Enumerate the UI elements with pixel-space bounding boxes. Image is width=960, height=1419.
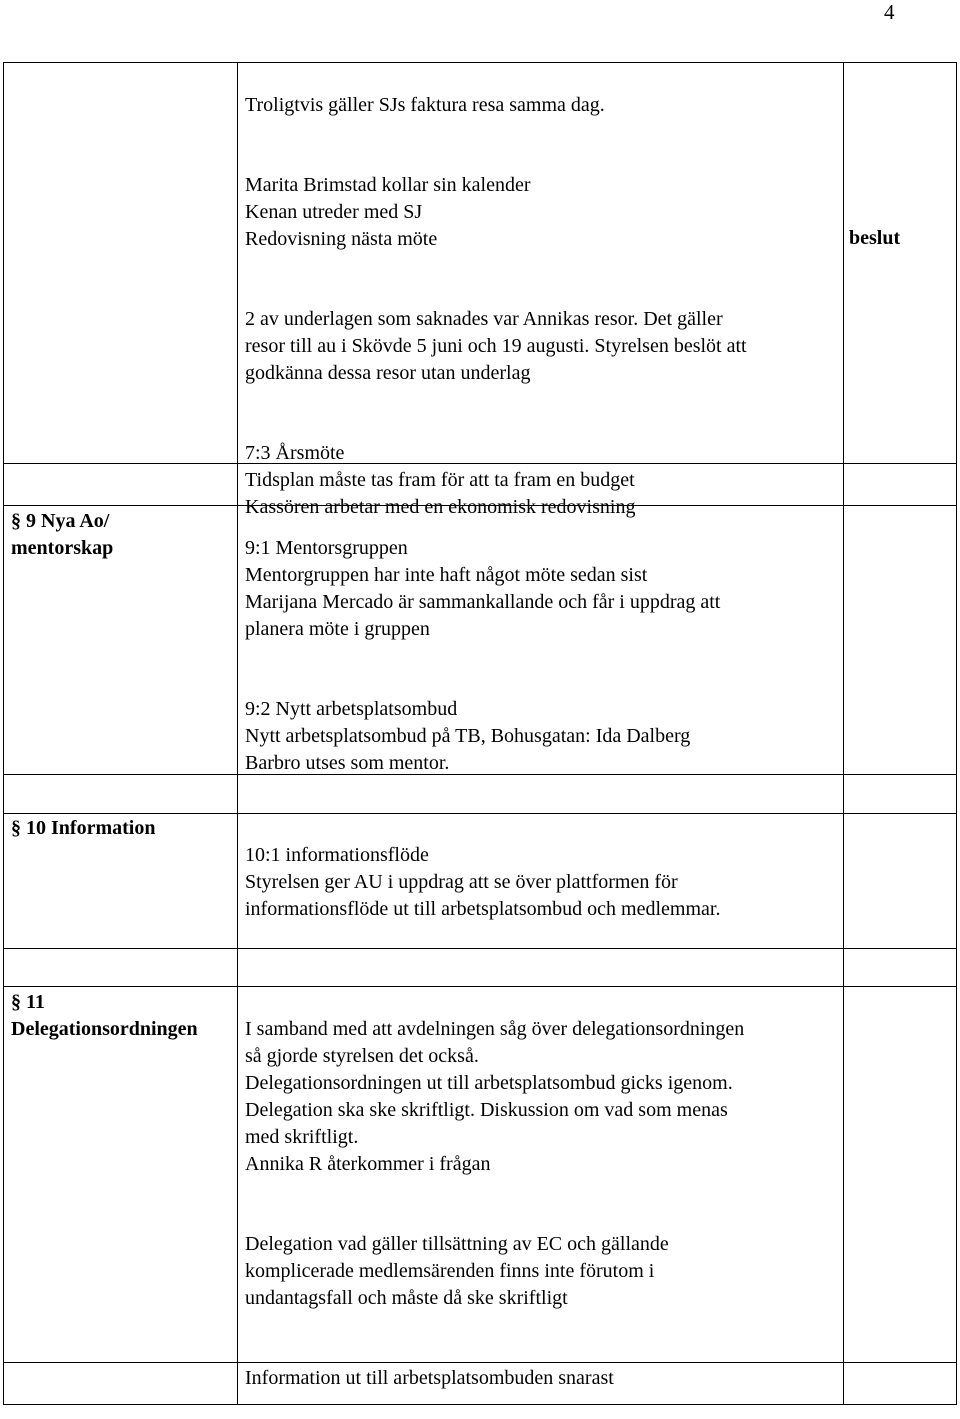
paragraph: Delegation vad gäller tillsättning av EC och gällande komplicerade medlemsärenden finns inte förutom i undantagsfall och måste då ske skriftligt (245, 1233, 669, 1309)
row-content (245, 989, 845, 1419)
row-heading: § 9 Nya Ao/ mentorskap (11, 510, 114, 559)
paragraph: Marita Brimstad kollar sin kalender Kenan utreder med SJ Redovisning nästa möte (245, 174, 531, 250)
row-heading: § 10 Information (11, 817, 156, 839)
row-content (245, 815, 843, 950)
paragraph: 9:2 Nytt arbetsplatsombud Nytt arbetsplatsombud på TB, Bohusgatan: Ida Dalberg Barbro utses som mentor. (245, 698, 691, 774)
decision-note: beslut (849, 227, 901, 249)
paragraph: 7:3 Årsmöte Tidsplan måste tas fram för att ta fram en budget Kassören arbetar med en ekonomisk redovisning (245, 442, 636, 518)
table-row (3, 505, 957, 775)
paragraph: 9:1 Mentorsgruppen Mentorgruppen har inte haft något möte sedan sist Marijana Mercado är sammankallande och får i uppdrag att planera möte i gruppen (245, 537, 721, 640)
paragraph: Troligtvis gäller SJs faktura resa samma dag. (245, 94, 605, 116)
paragraph: I samband med att avdelningen såg över delegationsordningen så gjorde styrelsen det också. Delegationsordningen ut till arbetsplatsombud gicks igenom. Delegation ska ske skriftligt. Diskussion om vad som menas med skriftligt. Annika R återkommer i frågan (245, 1018, 745, 1175)
row-heading: § 11 Delegationsordningen (11, 991, 198, 1040)
paragraph: 2 av underlagen som saknades var Annikas resor. Det gäller resor till au i Skövde 5 juni och 19 augusti. Styrelsen beslöt att godkänna dessa resor utan underlag (245, 308, 747, 384)
paragraph: 10:1 informationsflöde Styrelsen ger AU i uppdrag att se över plattformen för informationsflöde ut till arbetsplatsombud och medlemmar. (245, 844, 721, 920)
row-content (245, 508, 843, 804)
table-row (3, 813, 957, 949)
table-row (3, 62, 957, 518)
page-number: 4 (884, 0, 895, 24)
paragraph: Information ut till arbetsplatsombuden snarast (245, 1367, 614, 1389)
table-row (3, 986, 957, 1389)
row-content (245, 65, 843, 548)
